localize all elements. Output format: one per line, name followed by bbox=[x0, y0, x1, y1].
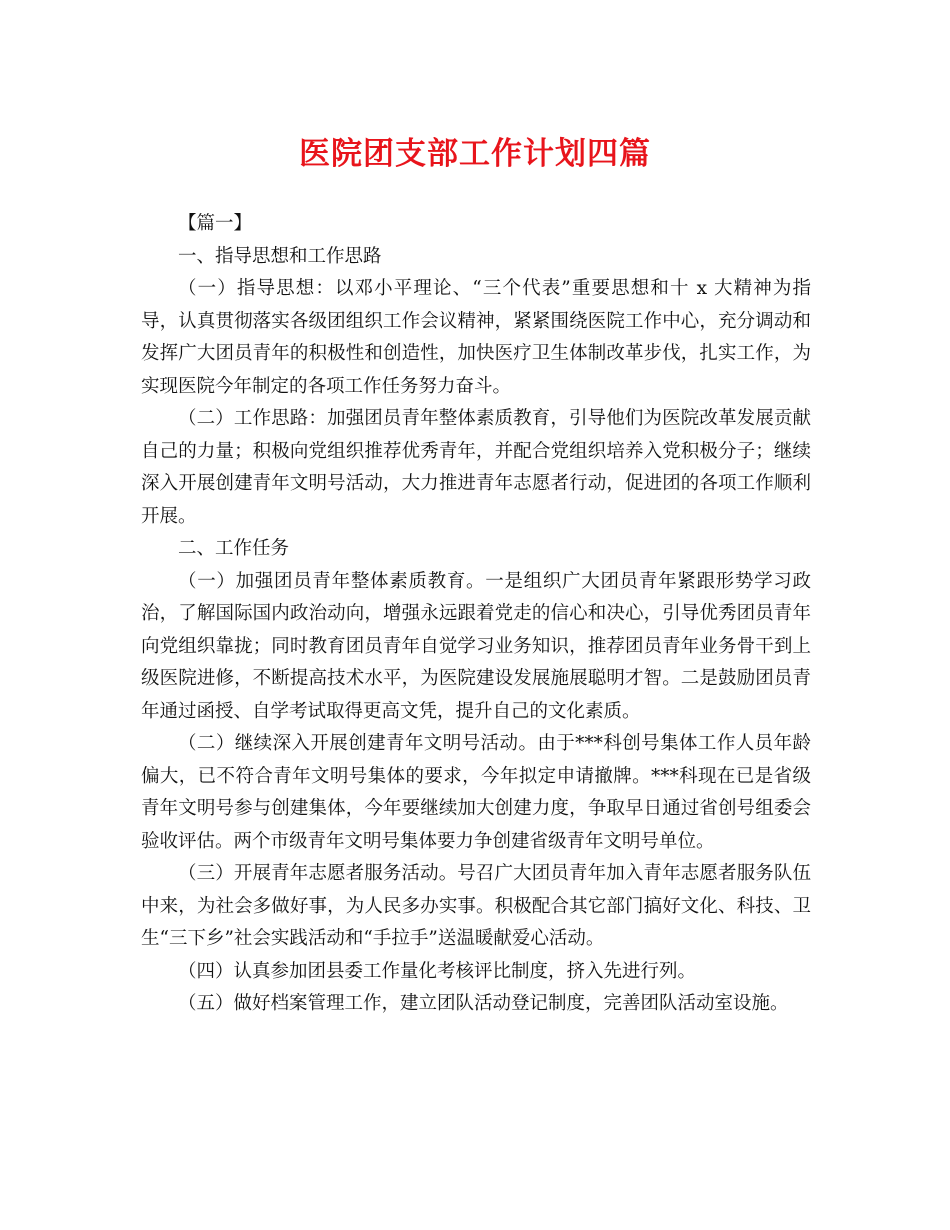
paragraph-task-three: （三）开展青年志愿者服务活动。号召广大团员青年加入青年志愿者服务队伍中来，为社会多做好事，为人民多办实事。积极配合其它部门搞好文化、科技、卫生“三下乡”社会实践活动和“手拉手”送温暖献爱心活动。 bbox=[141, 863, 811, 949]
document-title: 医院团支部工作计划四篇 bbox=[299, 136, 651, 172]
paragraph-task-four: （四）认真参加团县委工作量化考核评比制度，挤入先进行列。 bbox=[178, 960, 697, 982]
section-heading-part-one: 【篇一】 bbox=[178, 213, 253, 234]
paragraph-task-two: （二）继续深入开展创建青年文明号活动。由于***科创号集体工作人员年龄偏大，已不符合青年文明号集体的要求，今年拟定申请撤牌。***科现在已是省级青年文明号参与创建集体，今年要继续加大创建力度，争取早日通过省创号组委会验收评估。两个市级青年文明号集体要力争创建省级青年文明号单位。 bbox=[141, 733, 811, 852]
paragraph-task-one: （一）加强团员青年整体素质教育。一是组织广大团员青年紧跟形势学习政治，了解国际国内政治动向，增强永远跟着党走的信心和决心，引导优秀团员青年向党组织靠拢；同时教育团员青年自觉学习业务知识，推荐团员青年业务骨干到上级医院进修，不断提高技术水平，为医院建设发展施展聪明才智。二是鼓励团员青年通过函授、自学考试取得更高文凭，提升自己的文化素质。 bbox=[141, 570, 811, 722]
paragraph-task-five: （五）做好档案管理工作，建立团队活动登记制度，完善团队活动室设施。 bbox=[178, 993, 789, 1014]
paragraph-work-approach: （二）工作思路：加强团员青年整体素质教育，引导他们为医院改革发展贡献自己的力量；积极向党组织推荐优秀青年，并配合党组织培养入党积极分子；继续深入开展创建青年文明号活动，大力推进青年志愿者行动，促进团的各项工作顺利开展。 bbox=[141, 408, 811, 527]
document-body bbox=[141, 208, 811, 1021]
section-heading-work-tasks: 二、工作任务 bbox=[178, 538, 290, 559]
section-heading-guiding-ideas: 一、指导思想和工作思路 bbox=[178, 245, 382, 267]
paragraph-guiding-thought: （一）指导思想：以邓小平理论、“三个代表”重要思想和十 x 大精神为指导，认真贯彻落实各级团组织工作会议精神，紧紧围绕医院工作中心，充分调动和发挥广大团员青年的积极性和创造性，加快医疗卫生体制改革步伐，扎实工作，为实现医院今年制定的各项工作任务努力奋斗。 bbox=[141, 278, 811, 397]
